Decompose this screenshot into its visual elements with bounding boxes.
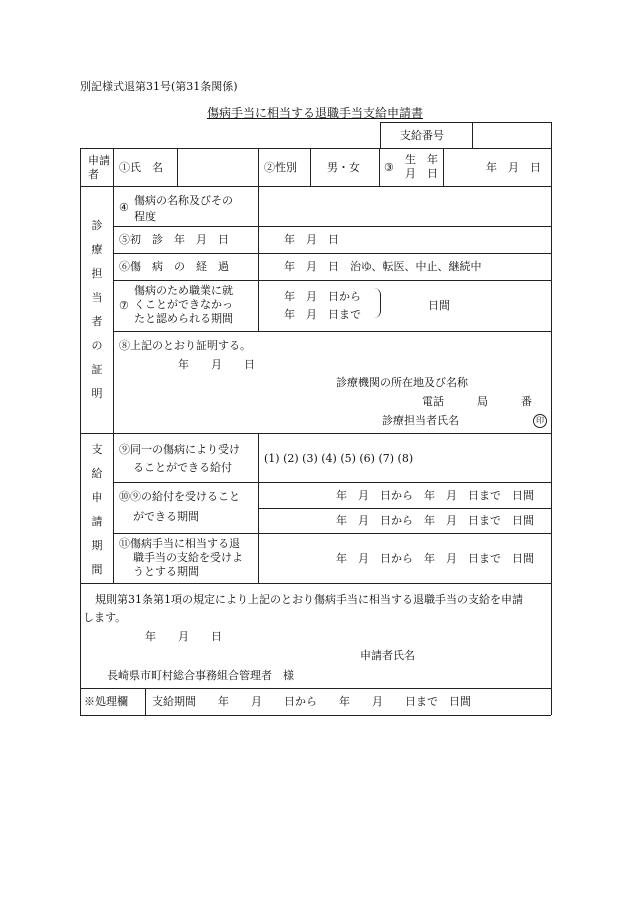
item11-label-1: ⑪傷病手当に相当する退 [119,537,240,550]
item9-label-2: ることができる給付 [133,461,232,474]
payment-number-label: 支給番号 [400,129,444,142]
item5-label: ⑤初 診 年 月 日 [119,233,229,246]
declaration-line-2: します。 [83,611,127,624]
doctor-name-label: 診療担当者氏名 [382,414,459,427]
processing-period: 支給期間 年 月 日から 年 月 日まで 日間 [152,695,471,708]
certification-date[interactable]: 年 月 日 [178,358,255,371]
birth-label-bottom: 月 日 [405,167,438,180]
birth-number: ③ [384,161,394,174]
item8-label: ⑧上記のとおり証明する。 [119,339,251,352]
name-field[interactable] [178,149,257,185]
form-title: 傷病手当に相当する退職手当支給申請書 [206,106,423,120]
unable-period-days[interactable]: 日間 [428,299,450,312]
unable-period-from[interactable]: 年 月 日から [284,290,361,303]
processing-label: ※処理欄 [84,695,128,708]
progress-field[interactable]: 年 月 日 治ゆ、転医、中止、継続中 [284,260,482,273]
bracket-icon [374,288,381,318]
item7-label-3: たと認められる期間 [134,312,233,325]
name-label: ①氏 名 [119,161,163,174]
item4-label-2: 程度 [134,210,156,223]
item7-label-2: くことができなかっ [134,298,233,311]
applicant-label-1: 申請 [88,154,110,167]
application-date[interactable]: 年 月 日 [145,630,222,643]
unable-period-to[interactable]: 年 月 日まで [284,308,361,321]
item6-label: ⑥傷 病 の 経 過 [119,260,229,273]
applicant-name-label: 申請者氏名 [360,649,415,662]
item10-label-2: ができる期間 [133,510,199,523]
addressee: 長崎県市町村総合事務組合管理者 様 [107,669,294,682]
item10-label-1: ⑩⑨の給付を受けること [119,490,240,503]
form-code: 別記様式退第31号(第31条関係) [80,80,238,93]
item9-label-1: ⑨同一の傷病により受け [119,443,240,456]
seal-icon: 印 [533,414,547,428]
item11-label-2: 職手当の支給を受けよ [133,551,243,564]
birth-date-field[interactable]: 年 月 日 [486,161,541,174]
payment-number-field[interactable] [473,123,550,147]
first-visit-date[interactable]: 年 月 日 [284,233,339,246]
gender-label: ②性別 [264,161,297,174]
item11-label-3: うとする期間 [133,565,199,578]
applicant-label-2: 者 [88,168,99,181]
benefit-period-2[interactable]: 年 月 日から 年 月 日まで 日間 [336,514,534,527]
phone-label: 電話 局 番 [422,395,532,408]
item7-number: ⑦ [119,299,129,312]
benefit-period-1[interactable]: 年 月 日から 年 月 日まで 日間 [336,489,534,502]
item4-label-1: 傷病の名称及びその [134,194,233,207]
diagnosis-field[interactable] [259,187,550,225]
item4-number: ④ [119,201,129,214]
requested-period[interactable]: 年 月 日から 年 月 日まで 日間 [336,552,534,565]
birth-label-top: 生 年 [405,153,438,166]
item7-label-1: 傷病のため職業に就 [134,284,233,297]
gender-options[interactable]: 男・女 [327,161,360,174]
declaration-line-1: 規則第31条第1項の規定により上記のとおり傷病手当に相当する退職手当の支給を申請 [95,593,523,606]
clinic-label: 診療機関の所在地及び名称 [336,376,468,389]
benefit-options[interactable]: (1) (2) (3) (4) (5) (6) (7) (8) [264,452,414,465]
